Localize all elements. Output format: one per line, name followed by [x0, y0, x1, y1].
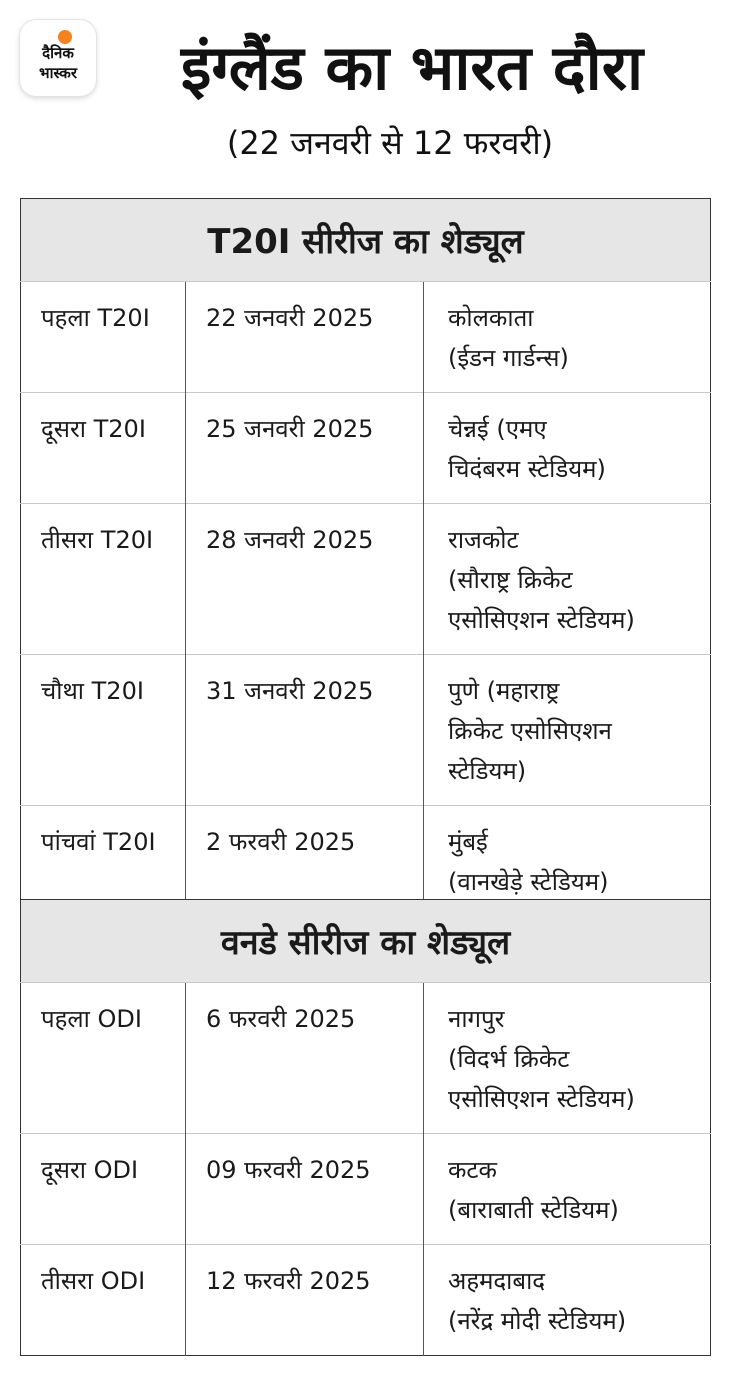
venue-cell: [424, 983, 711, 1134]
page-title: इंग्लैंड का भारत दौरा: [180, 31, 644, 104]
match-cell: तीसरा ODI: [21, 1245, 186, 1356]
logo-line-2: भास्कर: [39, 64, 77, 82]
venue-line: पुणे (महाराष्ट्र: [448, 677, 560, 705]
venue-line: मुंबई: [448, 828, 488, 856]
page-subtitle: (22 जनवरी से 12 फरवरी): [226, 124, 554, 162]
venue-line: (नरेंद्र मोदी स्टेडियम): [448, 1307, 627, 1335]
venue-line: चिदंबरम स्टेडियम): [448, 455, 606, 483]
odi-schedule-heading: वनडे सीरीज का शेड्यूल: [21, 900, 711, 983]
match-cell: पहला ODI: [21, 983, 186, 1134]
match-cell: चौथा T20I: [21, 655, 186, 806]
venue-line: एसोसिएशन स्टेडियम): [448, 1085, 635, 1113]
venue-line: कोलकाता: [448, 304, 534, 332]
date-cell: 12 फरवरी 2025: [186, 1245, 424, 1356]
match-cell: तीसरा T20I: [21, 504, 186, 655]
venue-line: एसोसिएशन स्टेडियम): [448, 606, 635, 634]
venue-line: (वानखेड़े स्टेडियम): [448, 868, 609, 896]
table-row: [21, 1134, 711, 1245]
table-row: [21, 1245, 711, 1356]
venue-line: क्रिकेट एसोसिएशन: [448, 717, 612, 745]
t20-schedule-body: [21, 282, 711, 917]
venue-cell: [424, 1245, 711, 1356]
venue-cell: [424, 1134, 711, 1245]
venue-line: राजकोट: [448, 526, 519, 554]
dainik-bhaskar-logo: [20, 20, 96, 96]
table-row: [21, 504, 711, 655]
venue-cell: [424, 282, 711, 393]
venue-cell: [424, 655, 711, 806]
table-row: [21, 655, 711, 806]
venue-line: कटक: [448, 1156, 497, 1184]
t20-schedule-heading: T20I सीरीज का शेड्यूल: [21, 199, 711, 282]
date-cell: 28 जनवरी 2025: [186, 504, 424, 655]
match-cell: पांचवां T20I: [21, 806, 186, 917]
venue-line: (बाराबाती स्टेडियम): [448, 1196, 619, 1224]
sun-icon: [58, 30, 72, 44]
date-cell: 09 फरवरी 2025: [186, 1134, 424, 1245]
venue-cell: [424, 393, 711, 504]
venue-line: स्टेडियम): [448, 757, 527, 785]
match-cell: दूसरा T20I: [21, 393, 186, 504]
logo-line-1: दैनिक: [42, 44, 74, 62]
date-cell: 31 जनवरी 2025: [186, 655, 424, 806]
venue-line: (ईडन गार्डन्स): [448, 344, 569, 372]
match-cell: पहला T20I: [21, 282, 186, 393]
venue-line: चेन्नई (एमए: [448, 415, 547, 443]
date-cell: 6 फरवरी 2025: [186, 983, 424, 1134]
venue-line: अहमदाबाद: [448, 1267, 546, 1295]
table-row: [21, 983, 711, 1134]
date-cell: 2 फरवरी 2025: [186, 806, 424, 917]
venue-cell: [424, 504, 711, 655]
odi-schedule-body: [21, 983, 711, 1356]
table-row: [21, 393, 711, 504]
venue-line: (विदर्भ क्रिकेट: [448, 1045, 570, 1073]
odi-schedule-table: [20, 899, 711, 1356]
venue-line: नागपुर: [448, 1005, 505, 1033]
t20-schedule-table: [20, 198, 711, 917]
date-cell: 25 जनवरी 2025: [186, 393, 424, 504]
date-cell: 22 जनवरी 2025: [186, 282, 424, 393]
table-row: [21, 282, 711, 393]
match-cell: दूसरा ODI: [21, 1134, 186, 1245]
venue-line: (सौराष्ट्र क्रिकेट: [448, 566, 573, 594]
